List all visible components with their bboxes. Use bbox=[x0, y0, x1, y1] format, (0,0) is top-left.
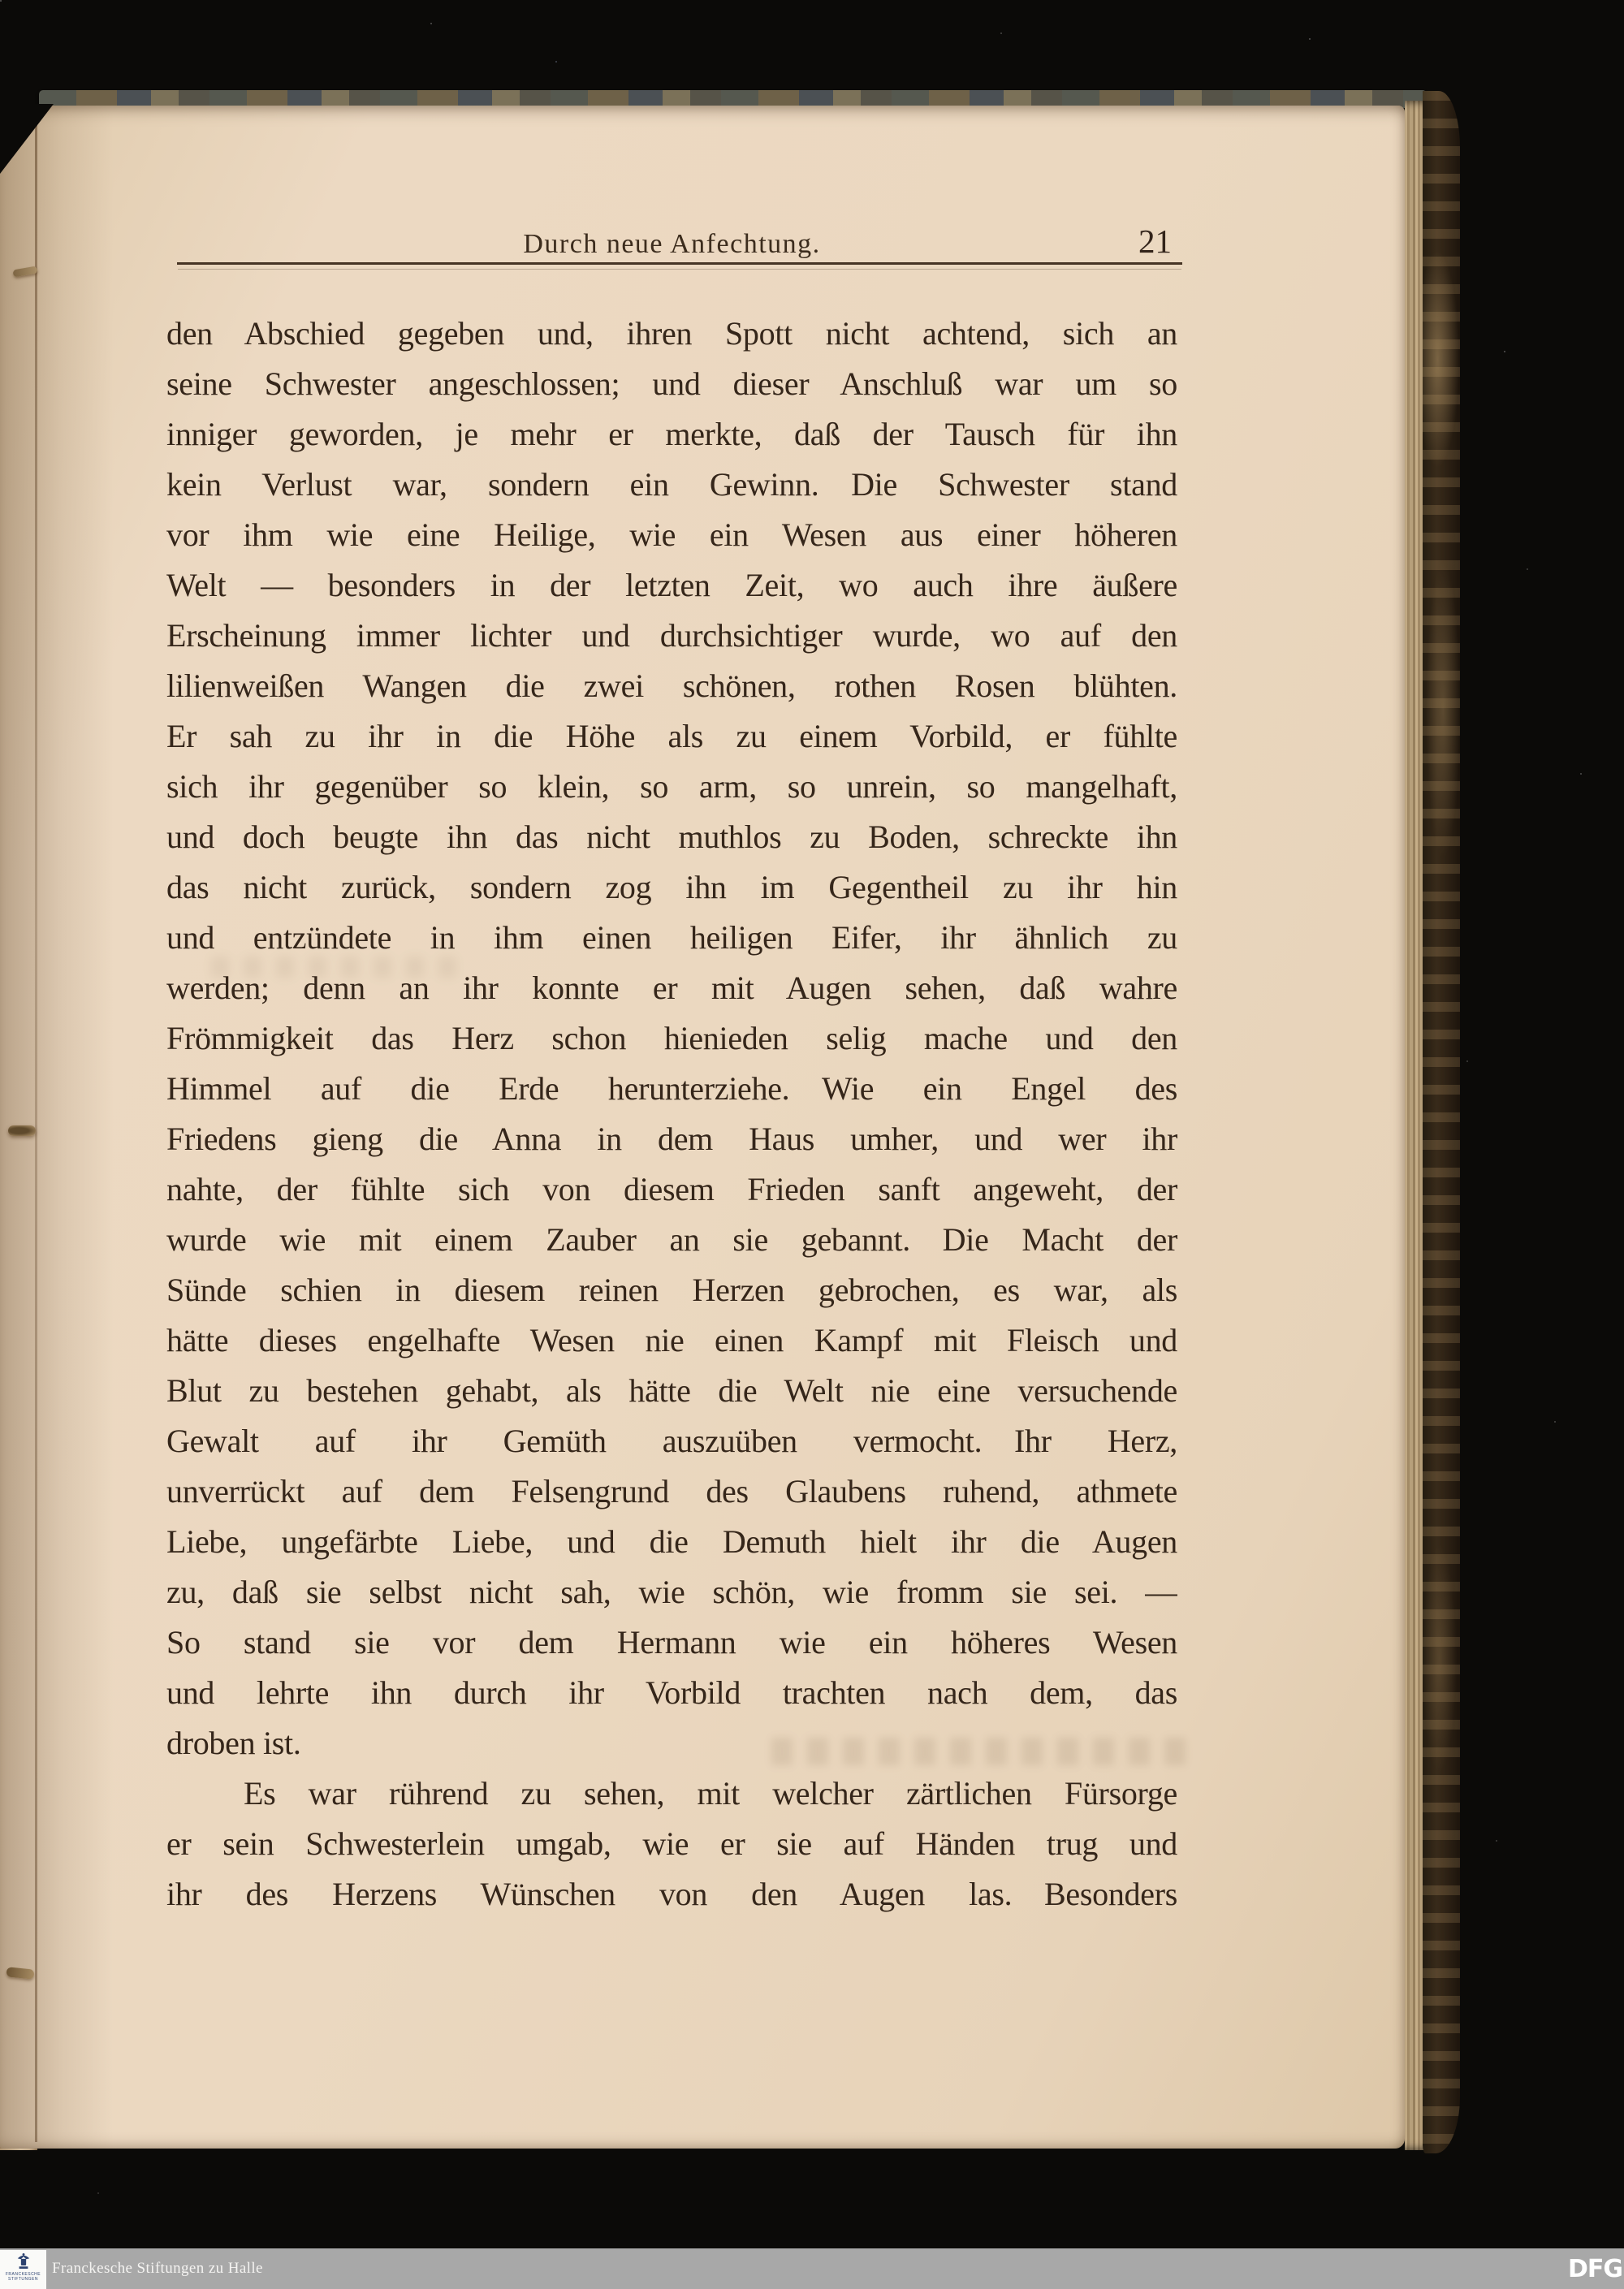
text-line: und entzündete in ihm einen heiligen Eifer, ihr ähnlich zu bbox=[166, 919, 1177, 956]
text-line: sich ihr gegenüber so klein, so arm, so unrein, so mangelhaft, bbox=[166, 768, 1177, 805]
text-line: er sein Schwesterlein umgab, wie er sie auf Händen trug und bbox=[166, 1825, 1177, 1862]
text-line: wurde wie mit einem Zauber an sie gebannt. Die Macht der bbox=[166, 1221, 1177, 1258]
text-line: unverrückt auf dem Felsengrund des Glaubens ruhend, athmete bbox=[166, 1473, 1177, 1509]
library-name: Franckesche Stiftungen zu Halle bbox=[52, 2260, 263, 2277]
text-line: lilienweißen Wangen die zwei schönen, rothen Rosen blühten. bbox=[166, 667, 1177, 704]
page-block-fore-edge bbox=[1405, 101, 1424, 2150]
text-line: hätte dieses engelhafte Wesen nie einen Kampf mit Fleisch und bbox=[166, 1322, 1177, 1358]
text-line: Er sah zu ihr in die Höhe als zu einem Vorbild, er fühlte bbox=[166, 718, 1177, 754]
dust-specks bbox=[0, 0, 2, 2]
text-line: und doch beugte ihn das nicht muthlos zu Boden, schreckte ihn bbox=[166, 818, 1177, 855]
text-line: So stand sie vor dem Hermann wie ein höheres Wesen bbox=[166, 1624, 1177, 1661]
text-line: Es war rührend zu sehen, mit welcher zärtlichen Fürsorge bbox=[244, 1775, 1177, 1812]
cover-edge bbox=[1423, 91, 1460, 2153]
text-line: nahte, der fühlte sich von diesem Frieden sanft angeweht, der bbox=[166, 1171, 1177, 1207]
text-line: Welt — besonders in der letzten Zeit, wo auch ihre äußere bbox=[166, 567, 1177, 603]
text-line: Friedens gieng die Anna in dem Haus umher, und wer ihr bbox=[166, 1121, 1177, 1157]
text-line: Gewalt auf ihr Gemüth auszuüben vermocht. Ihr Herz, bbox=[166, 1423, 1177, 1459]
page-number: 21 bbox=[1138, 222, 1172, 260]
text-line: kein Verlust war, sondern ein Gewinn. Die Schwester stand bbox=[166, 466, 1177, 503]
text-line: droben ist. bbox=[166, 1725, 301, 1761]
text-line: Blut zu bestehen gehabt, als hätte die Welt nie eine versuchende bbox=[166, 1372, 1177, 1409]
header-rule bbox=[177, 262, 1182, 265]
text-line: inniger geworden, je mehr er merkte, daß der Tausch für ihn bbox=[166, 416, 1177, 452]
text-line: Erscheinung immer lichter und durchsichtiger wurde, wo auf den bbox=[166, 617, 1177, 654]
binding-stitch bbox=[8, 1125, 36, 1136]
text-line: ihr des Herzens Wünschen von den Augen las. Besonders bbox=[166, 1876, 1177, 1912]
text-line: zu, daß sie selbst nicht sah, wie schön, wie fromm sie sei. — bbox=[166, 1574, 1177, 1610]
text-line: vor ihm wie eine Heilige, wie ein Wesen aus einer höheren bbox=[166, 516, 1177, 553]
badge-text: FRANCKESCHE STIFTUNGEN bbox=[5, 2272, 41, 2282]
dfg-logo: DFG bbox=[1568, 2254, 1623, 2283]
running-head: Durch neue Anfechtung. bbox=[523, 229, 821, 259]
text-line: Liebe, ungefärbte Liebe, und die Demuth hielt ihr die Augen bbox=[166, 1523, 1177, 1560]
text-line: werden; denn an ihr konnte er mit Augen sehen, daß wahre bbox=[166, 970, 1177, 1006]
text-line: den Abschied gegeben und, ihren Spott nicht achtend, sich an bbox=[166, 315, 1177, 352]
text-block bbox=[166, 309, 1177, 1920]
text-line: und lehrte ihn durch ihr Vorbild trachten nach dem, das bbox=[166, 1674, 1177, 1711]
library-badge bbox=[0, 2250, 46, 2289]
text-line: Sünde schien in diesem reinen Herzen gebrochen, es war, als bbox=[166, 1272, 1177, 1308]
text-line: Frömmigkeit das Herz schon hienieden selig mache und den bbox=[166, 1020, 1177, 1056]
text-line: Himmel auf die Erde herunterziehe. Wie ein Engel des bbox=[166, 1070, 1177, 1107]
franckesche-stiftungen-emblem-icon bbox=[16, 2252, 31, 2270]
text-line: das nicht zurück, sondern zog ihn im Gegentheil zu ihr hin bbox=[166, 869, 1177, 905]
text-line: seine Schwester angeschlossen; und dieser Anschluß war um so bbox=[166, 365, 1177, 402]
